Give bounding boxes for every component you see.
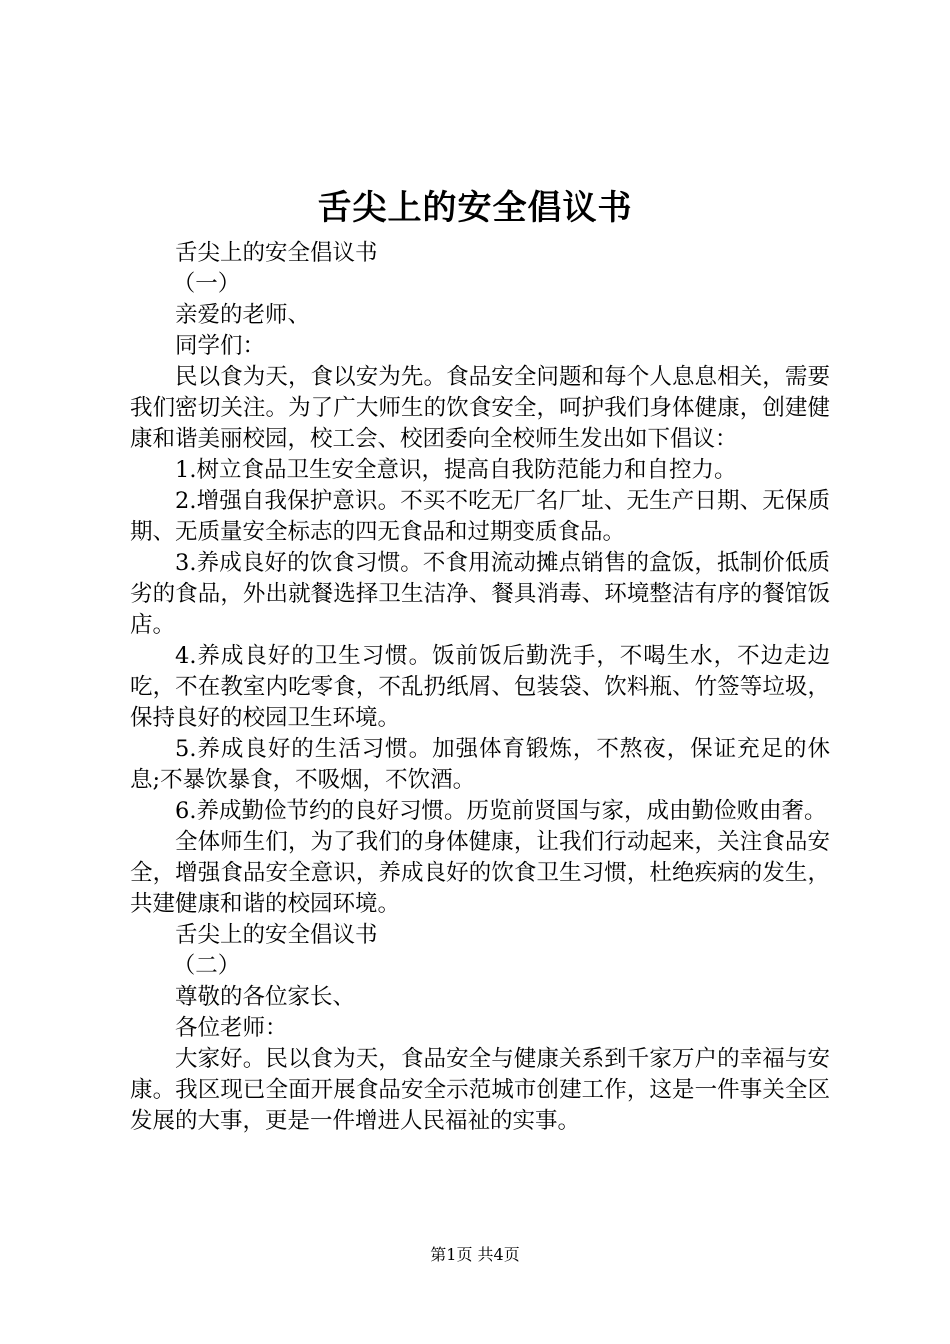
proposal-item-3: 3.养成良好的饮食习惯。不食用流动摊点销售的盒饭，抵制价低质劣的食品，外出就餐选择卫生洁净、餐具消毒、环境整洁有序的餐馆饭店。 [130, 550, 830, 638]
proposal-item-6: 6.养成勤俭节约的良好习惯。历览前贤国与家，成由勤俭败由奢。 [175, 798, 827, 824]
proposal-item-2: 2.增强自我保护意识。不买不吃无厂名厂址、无生产日期、无保质期、无质量安全标志的四无食品和过期变质食品。 [130, 488, 830, 545]
salutation-line-two: 同学们： [175, 333, 266, 359]
proposal-item-4: 4.养成良好的卫生习惯。饭前饭后勤洗手，不喝生水，不边走边吃，不在教室内吃零食，不乱扔纸屑、包装袋、饮料瓶、竹签等垃圾，保持良好的校园卫生环境。 [130, 643, 830, 731]
section-marker-one: （一） [172, 271, 241, 297]
salutation-line-one: 亲爱的老师、 [175, 302, 311, 328]
salutation-line-four: 各位老师： [175, 1015, 288, 1041]
proposal-item-5: 5.养成良好的生活习惯。加强体育锻炼，不熬夜，保证充足的休息;不暴饮暴食，不吸烟，不饮酒。 [130, 736, 830, 793]
document-title: 舌尖上的安全倡议书 [317, 188, 633, 228]
subtitle-two: 舌尖上的安全倡议书 [175, 922, 378, 948]
page-number-footer: 第1页 共4页 [430, 1245, 520, 1264]
proposal-item-1: 1.树立食品卫生安全意识，提高自我防范能力和自控力。 [175, 457, 737, 483]
section-marker-two: （二） [172, 953, 241, 979]
intro-paragraph: 民以食为天，食以安为先。食品安全问题和每个人息息相关，需要我们密切关注。为了广大师生的饮食安全，呵护我们身体健康，创建健康和谐美丽校园，校工会、校团委向全校师生发出如下倡议： [130, 364, 830, 452]
subtitle-one: 舌尖上的安全倡议书 [175, 240, 378, 266]
closing-paragraph: 全体师生们，为了我们的身体健康，让我们行动起来，关注食品安全，增强食品安全意识，养成良好的饮食卫生习惯，杜绝疾病的发生，共建健康和谐的校园环境。 [130, 829, 830, 917]
document-body [130, 238, 830, 1137]
salutation-line-three: 尊敬的各位家长、 [175, 984, 356, 1010]
greeting-paragraph: 大家好。民以食为天，食品安全与健康关系到千家万户的幸福与安康。我区现已全面开展食品安全示范城市创建工作，这是一件事关全区发展的大事，更是一件增进人民福祉的实事。 [130, 1046, 830, 1134]
